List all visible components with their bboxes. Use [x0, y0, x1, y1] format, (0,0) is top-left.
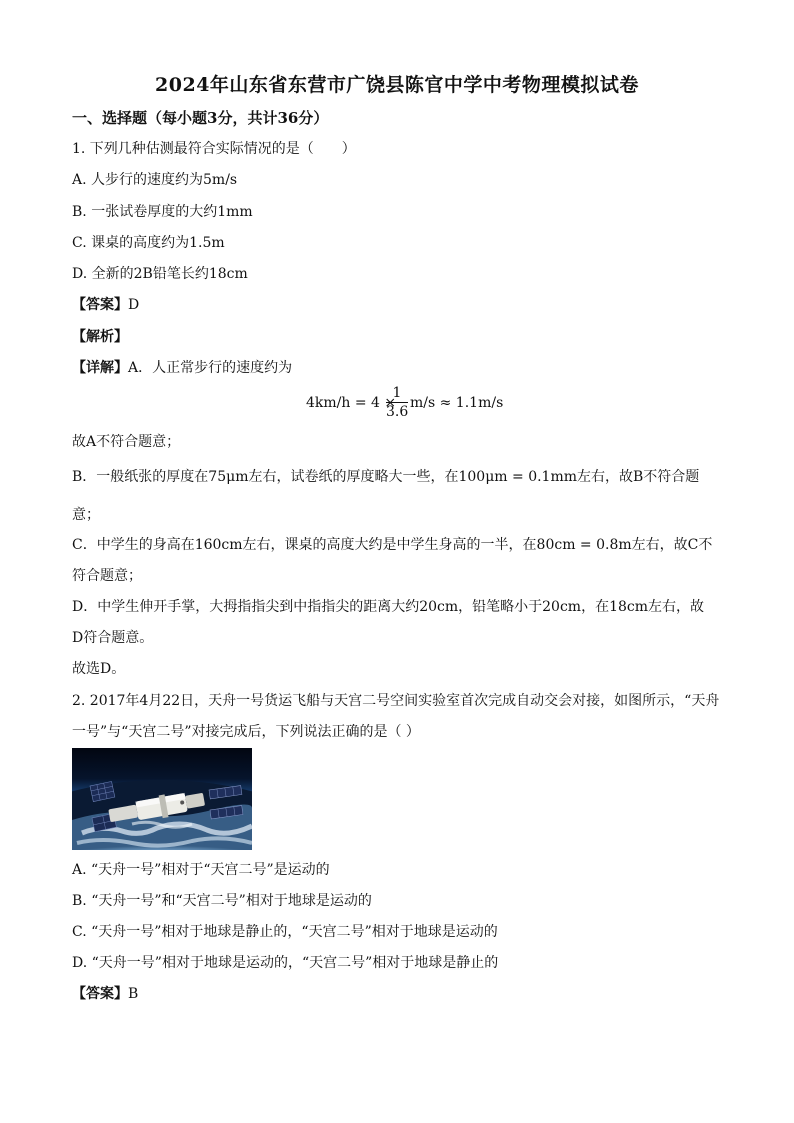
answer-tag: 【答案】: [72, 986, 128, 1002]
question-1-stem: 1. 下列几种估测最符合实际情况的是（ ）: [72, 141, 356, 157]
q2-option-d: D. “天舟一号”相对于地球是运动的，“天宫二号”相对于地球是静止的: [72, 955, 499, 971]
answer-value: B: [128, 986, 139, 1002]
detail-a-text: A．人正常步行的速度约为: [128, 360, 293, 376]
speed-formula: [0, 384, 794, 428]
q1-detail-line: B．一般纸张的厚度在75μm左右，试卷纸的厚度略大一些，在100μm = 0.1mm左右，故B不符合题: [72, 469, 700, 485]
detail-tag: 【详解】: [72, 360, 128, 376]
question-2-stem-line-2: 一号”与“天宫二号”对接完成后，下列说法正确的是（ ）: [72, 724, 420, 740]
q1-option-a: A. 人步行的速度约为5m/s: [72, 172, 238, 188]
q2-option-a: A. “天舟一号”相对于“天宫二号”是运动的: [72, 862, 330, 878]
page-title: 2024年山东省东营市广饶县陈官中学中考物理模拟试卷: [155, 74, 639, 96]
q1-option-b: B. 一张试卷厚度的大约1mm: [72, 204, 253, 220]
answer-value: D: [128, 297, 140, 313]
q1-detail-line: 故A不符合题意；: [72, 434, 181, 450]
q1-detail-line: 符合题意；: [72, 568, 142, 584]
q1-detail-line: D．中学生伸开手掌，大拇指指尖到中指指尖的距离大约20cm，铅笔略小于20cm，在18cm左右，故: [72, 599, 705, 615]
formula-left: 4km/h = 4 ×: [306, 395, 397, 411]
fraction-numerator: 1: [386, 384, 408, 403]
answer-tag: 【答案】: [72, 297, 128, 313]
q2-option-b: B. “天舟一号”和“天宫二号”相对于地球是运动的: [72, 893, 372, 909]
q1-detail-a: [72, 358, 292, 378]
q1-detail-line: C．中学生的身高在160cm左右，课桌的高度大约是中学生身高的一半，在80cm = 0.8m左右，故C不: [72, 537, 713, 553]
spacecraft-docking-photo: [72, 748, 252, 850]
fraction-denominator: 3.6: [386, 404, 409, 420]
q1-detail-line: 意；: [72, 507, 100, 523]
section-header: 一、选择题（每小题3分，共计36分）: [72, 109, 329, 127]
q1-option-c: C. 课桌的高度约为1.5m: [72, 235, 225, 251]
q1-answer: [72, 295, 139, 315]
q1-detail-line: D符合题意。: [72, 630, 154, 646]
formula-fraction: [386, 384, 408, 421]
q2-answer: [72, 984, 138, 1004]
question-2-stem-line-1: 2. 2017年4月22日，天舟一号货运飞船与天宫二号空间实验室首次完成自动交会对接，如图所示，“天舟: [72, 693, 720, 709]
formula-right: m/s ≈ 1.1m/s: [410, 395, 504, 411]
q2-option-c: C. “天舟一号”相对于地球是静止的，“天宫二号”相对于地球是运动的: [72, 924, 498, 940]
q1-analysis-tag: 【解析】: [72, 329, 128, 345]
q1-option-d: D. 全新的2B铅笔长约18cm: [72, 266, 248, 282]
q1-detail-line: 故选D。: [72, 661, 126, 677]
